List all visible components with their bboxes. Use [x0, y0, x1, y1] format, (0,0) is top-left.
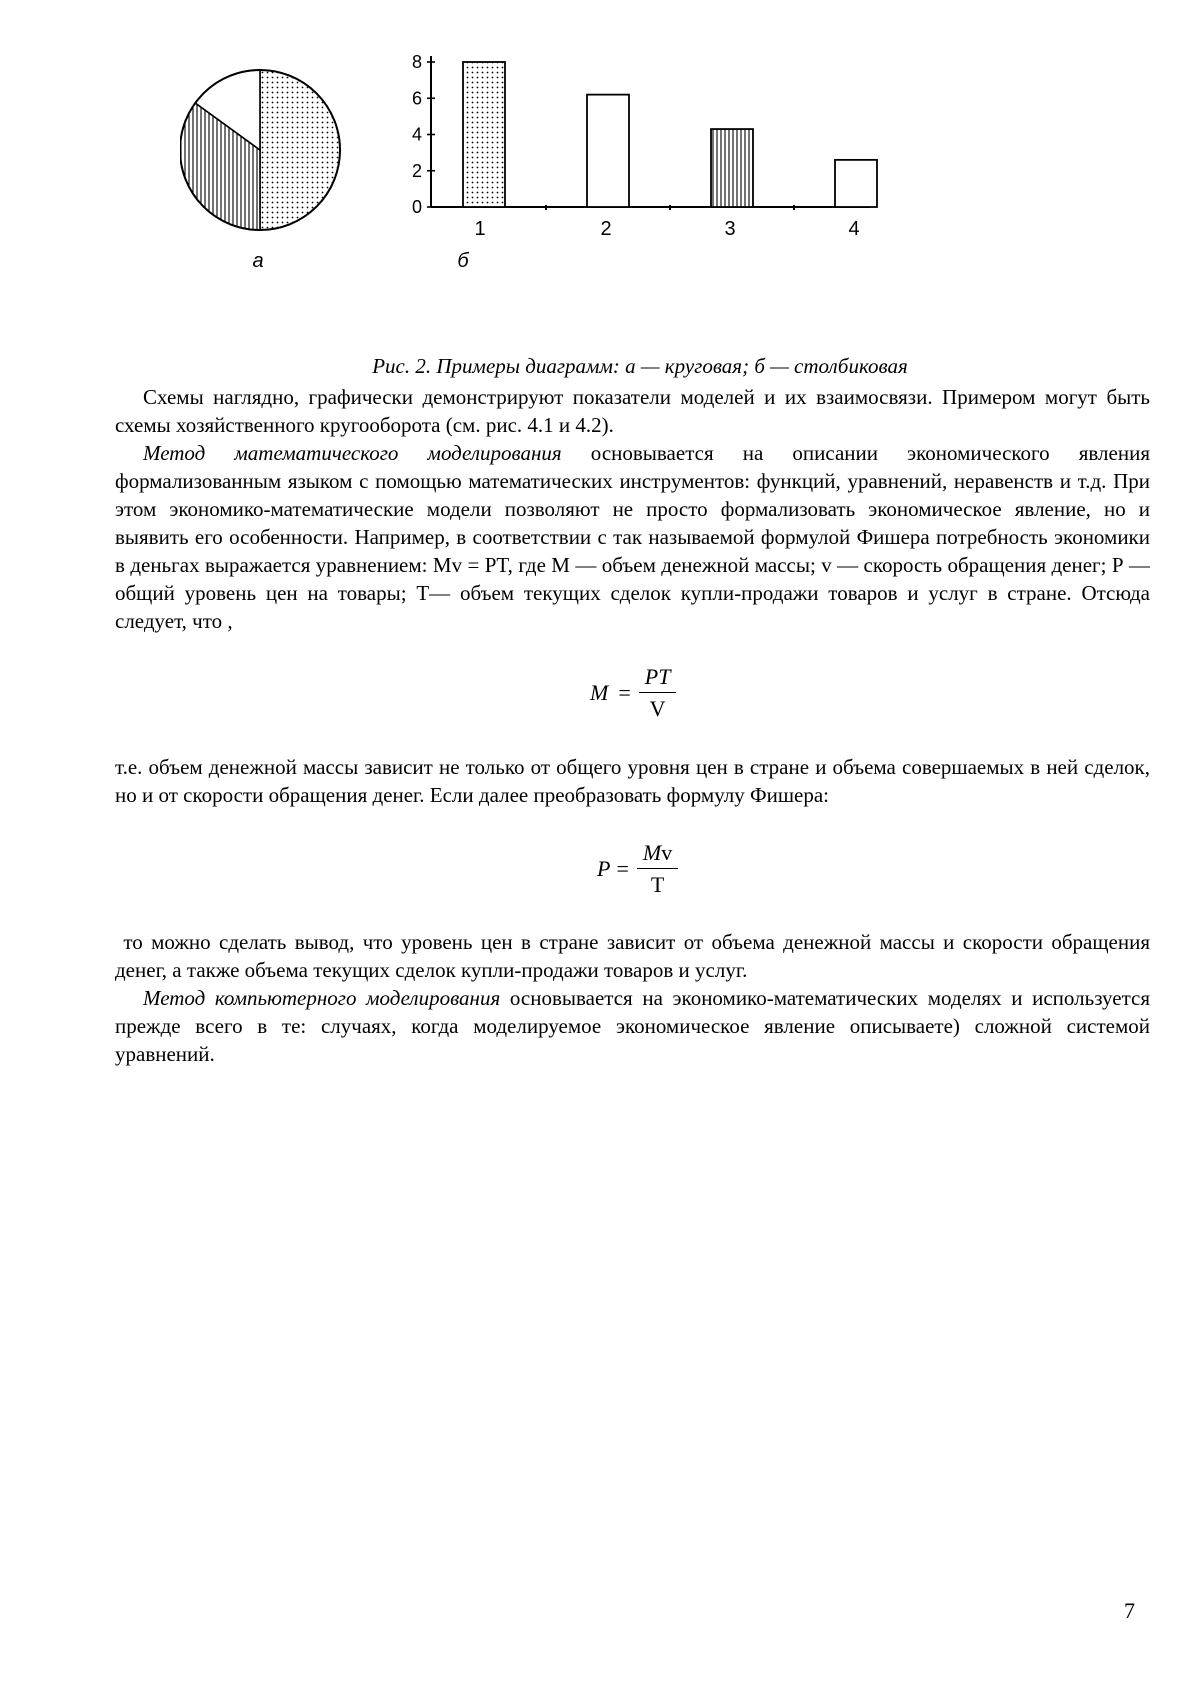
paragraph-schemes: Схемы наглядно, графически демонстрируют показатели моделей и их взаимосвязи. Примером могут быть схемы хозяйственного кругооборота (см. рис. 4.1 и 4.2). [115, 385, 1150, 437]
x-tick-label: 2 [600, 218, 612, 240]
x-tick-label: 4 [848, 218, 860, 240]
y-tick-label: 2 [411, 160, 422, 181]
formula1-lhs: M [590, 680, 609, 705]
paragraph-math-method-text: основывается на описании экономического явления формализованным языком с помощью математических инструментов: функций, уравнений, неравенств и т.д. При этом экономико-математические модели позволяют не просто формализовать экономическое явление, но и выявить его особенности. Например, в соответствии с так называемой формулой Фишера потребность экономики в деньгах выражается уравнением: Mv = PT, где М — объем денежной массы; v — скорость обращения денег; Р — общий уровень цен на товары; Т— объем текущих сделок купли-продажи товаров и услуг в стране. Отсюда следует, что , [115, 441, 1150, 633]
paragraph-math-method [115, 439, 1150, 635]
formula1-fraction [639, 664, 677, 722]
formula2-lhs: P [597, 856, 611, 881]
formula2-numerator [637, 840, 678, 869]
pie-chart-label: а [252, 250, 264, 272]
x-tick-label: 1 [474, 218, 486, 240]
bar-1 [463, 62, 505, 207]
text-block-3 [115, 928, 1156, 1068]
term-computer-method: Метод компьютерного моделирования [143, 986, 501, 1010]
text-block-2 [115, 753, 1150, 809]
formula2-numerator-v: v [661, 840, 673, 865]
bar-3 [711, 129, 753, 207]
pie-slice-1 [260, 70, 340, 230]
formula-fisher-p [597, 840, 678, 898]
paragraph-computer-method [115, 984, 1150, 1068]
y-tick-label: 0 [411, 197, 422, 217]
bar-4 [835, 160, 877, 207]
formula-fisher-m [590, 664, 676, 722]
text-block-1 [115, 383, 1150, 635]
y-tick-label: 8 [411, 52, 422, 72]
formula1-denominator: V [649, 696, 666, 721]
figure-diagrams [180, 50, 960, 300]
pie-chart [180, 70, 340, 230]
formula1-numerator: PT [639, 664, 677, 693]
term-math-method: Метод математического моделирования [143, 441, 562, 465]
bar-chart [412, 52, 877, 240]
paragraph-price-level: то можно сделать вывод, что уровень цен в стране зависит от объема денежной массы и скорости обращения денег, а также объема текущих сделок купли-продажи товаров и услуг. [115, 930, 1156, 982]
paragraph-money-supply: т.е. объем денежной массы зависит не только от общего уровня цен в стране и объема совершаемых в ней сделок, но и от скорости обращения денег. Если далее преобразовать формулу Фишера: [115, 755, 1150, 807]
figure-canvas [180, 50, 960, 300]
formula2-fraction [637, 840, 678, 898]
x-tick-label: 3 [724, 218, 736, 240]
y-tick-label: 4 [411, 124, 422, 145]
bar-2 [587, 95, 629, 207]
formula2-numerator-m: M [642, 840, 662, 865]
formula2-denominator: T [650, 872, 665, 897]
figure-caption: Рис. 2. Примеры диаграмм: а — круговая; б — столбиковая [372, 354, 908, 378]
formula2-eq: = [616, 856, 629, 881]
paragraph-computer-method-text: основывается на экономико-математических моделях и используется прежде всего в те: случаях, когда моделируемое экономическое явление описываете) сложной системой уравнений. [115, 986, 1151, 1066]
formula1-eq: = [618, 680, 631, 705]
y-tick-label: 6 [411, 88, 422, 109]
page-number: 7 [1124, 1598, 1135, 1623]
bar-chart-label: б [457, 250, 469, 272]
